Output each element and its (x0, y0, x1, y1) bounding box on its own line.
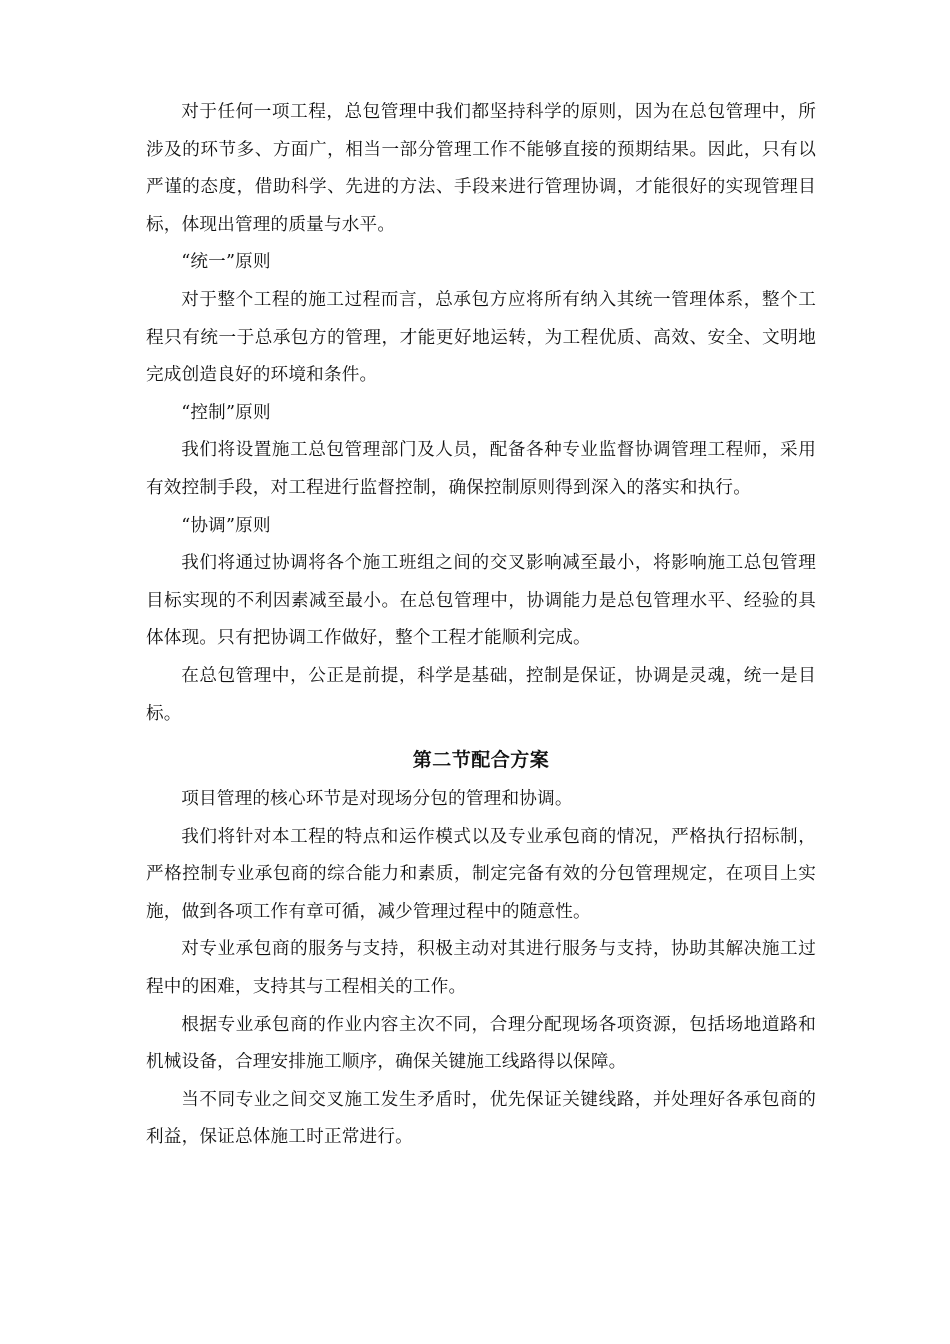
heading-control-principle: “控制”原则 (181, 402, 271, 423)
document-page (146, 94, 816, 1157)
paragraph-core-link: 项目管理的核心环节是对现场分包的管理和协调。 (181, 789, 573, 810)
paragraph-control-principle: 我们将设置施工总包管理部门及人员，配备各种专业监督协调管理工程师，采用有效控制手段，对工程进行监督控制，确保控制原则得到深入的落实和执行。 (146, 440, 816, 498)
paragraph-science-principle: 对于任何一项工程，总包管理中我们都坚持科学的原则，因为在总包管理中，所涉及的环节多、方面广，相当一部分管理工作不能够直接的预期结果。因此，只有以严谨的态度，借助科学、先进的方法、手段来进行管理协调，才能很好的实现管理目标，体现出管理的质量与水平。 (146, 102, 816, 235)
paragraph-summary: 在总包管理中，公正是前提，科学是基础，控制是保证，协调是灵魂，统一是目标。 (146, 665, 816, 724)
paragraph-conflict-handling: 当不同专业之间交叉施工发生矛盾时，优先保证关键线路，并处理好各承包商的利益，保证总体施工时正常进行。 (146, 1089, 816, 1148)
paragraph-tendering: 我们将针对本工程的特点和运作模式以及专业承包商的情况，严格执行招标制，严格控制专业承包商的综合能力和素质，制定完备有效的分包管理规定，在项目上实施，做到各项工作有章可循，减少管理过程中的随意性。 (146, 826, 816, 922)
heading-unity-principle: “统一”原则 (181, 252, 271, 273)
paragraph-service-support: 对专业承包商的服务与支持，积极主动对其进行服务与支持，协助其解决施工过程中的困难，支持其与工程相关的工作。 (146, 939, 816, 998)
section-title: 第二节配合方案 (412, 749, 550, 772)
paragraph-unity-principle: 对于整个工程的施工过程而言，总承包方应将所有纳入其统一管理体系，整个工程只有统一于总承包方的管理，才能更好地运转，为工程优质、高效、安全、文明地完成创造良好的环境和条件。 (146, 289, 816, 386)
paragraph-resource-allocation: 根据专业承包商的作业内容主次不同，合理分配现场各项资源，包括场地道路和机械设备，合理安排施工顺序，确保关键施工线路得以保障。 (146, 1014, 816, 1073)
heading-coordination-principle: “协调”原则 (181, 515, 271, 536)
paragraph-coordination-principle: 我们将通过协调将各个施工班组之间的交叉影响减至最小，将影响施工总包管理目标实现的不利因素减至最小。在总包管理中，协调能力是总包管理水平、经验的具体体现。只有把协调工作做好，整个工程才能顺利完成。 (146, 553, 816, 649)
